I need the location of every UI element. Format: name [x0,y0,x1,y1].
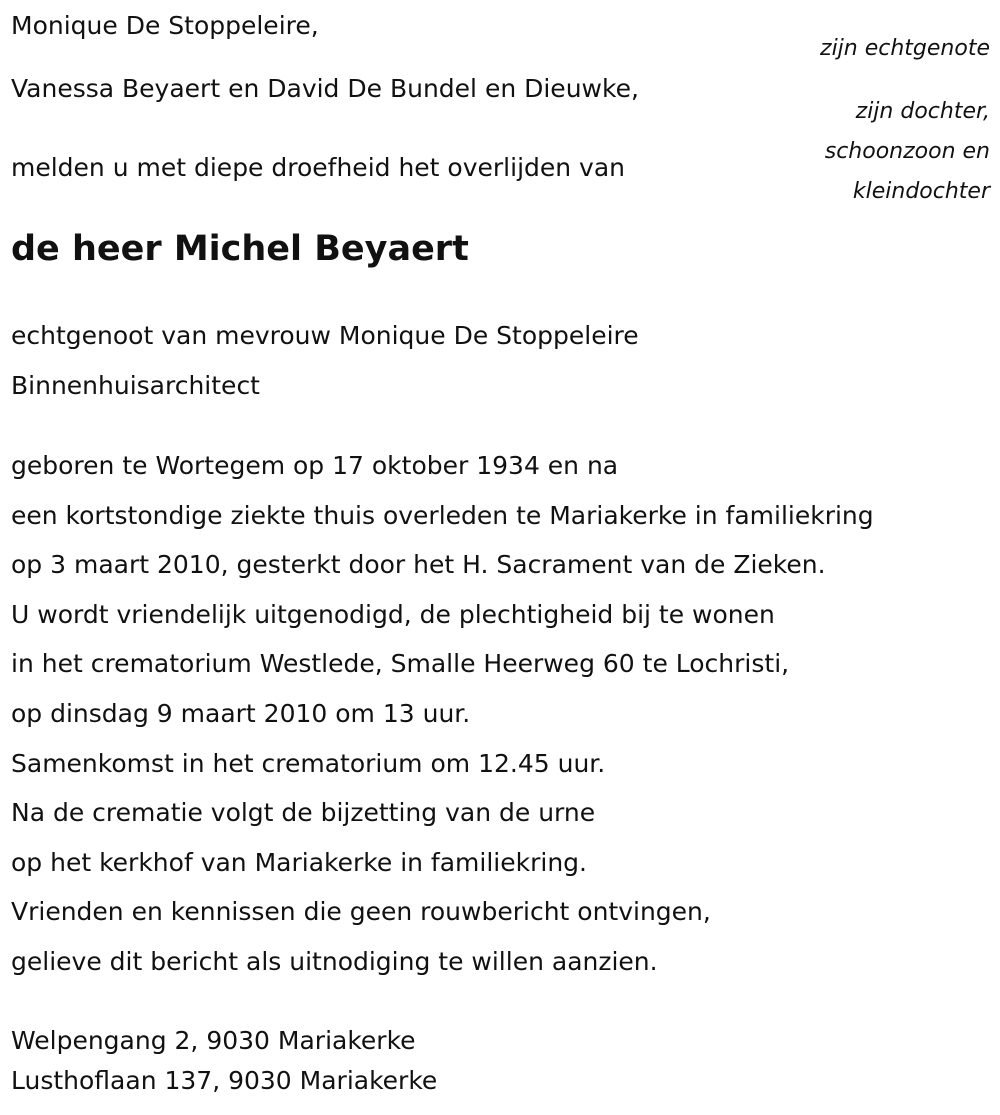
deceased-name: de heer Michel Beyaert [11,229,469,269]
detail-line: Na de crematie volgt de bijzetting van de urne [11,798,596,828]
relation-child-3: kleindochter [852,179,990,204]
details-block [11,441,874,987]
relation-child-2: schoonzoon en [824,139,990,164]
detail-line: Samenkomst in het crematorium om 12.45 uur. [11,748,606,778]
detail-line: gelieve dit bericht als uitnodiging te willen aanzien. [11,946,658,976]
spouse-line: echtgenoot van mevrouw Monique De Stoppeleire [11,321,639,350]
detail-line: op dinsdag 9 maart 2010 om 13 uur. [11,698,471,728]
address-2: Lusthoflaan 137, 9030 Mariakerke [11,1066,438,1095]
profession: Binnenhuisarchitect [11,371,260,400]
family-children: Vanessa Beyaert en David De Bundel en Dieuwke, [11,74,639,103]
family-wife: Monique De Stoppeleire, [11,11,319,40]
detail-line: op het kerkhof van Mariakerke in familiekring. [11,847,587,877]
detail-line: op 3 maart 2010, gesterkt door het H. Sacrament van de Zieken. [11,550,826,580]
announcement-text: melden u met diepe droefheid het overlijden van [11,153,626,182]
detail-line: een kortstondige ziekte thuis overleden te Mariakerke in familiekring [11,500,874,530]
detail-line: U wordt vriendelijk uitgenodigd, de plechtigheid bij te wonen [11,599,775,629]
relation-child-1: zijn dochter, [855,99,990,124]
address-1: Welpengang 2, 9030 Mariakerke [11,1026,416,1055]
relation-wife: zijn echtgenote [820,36,990,61]
detail-line: geboren te Wortegem op 17 oktober 1934 en na [11,451,619,480]
detail-line: in het crematorium Westlede, Smalle Heerweg 60 te Lochristi, [11,649,790,679]
detail-line: Vrienden en kennissen die geen rouwbericht ontvingen, [11,897,711,927]
